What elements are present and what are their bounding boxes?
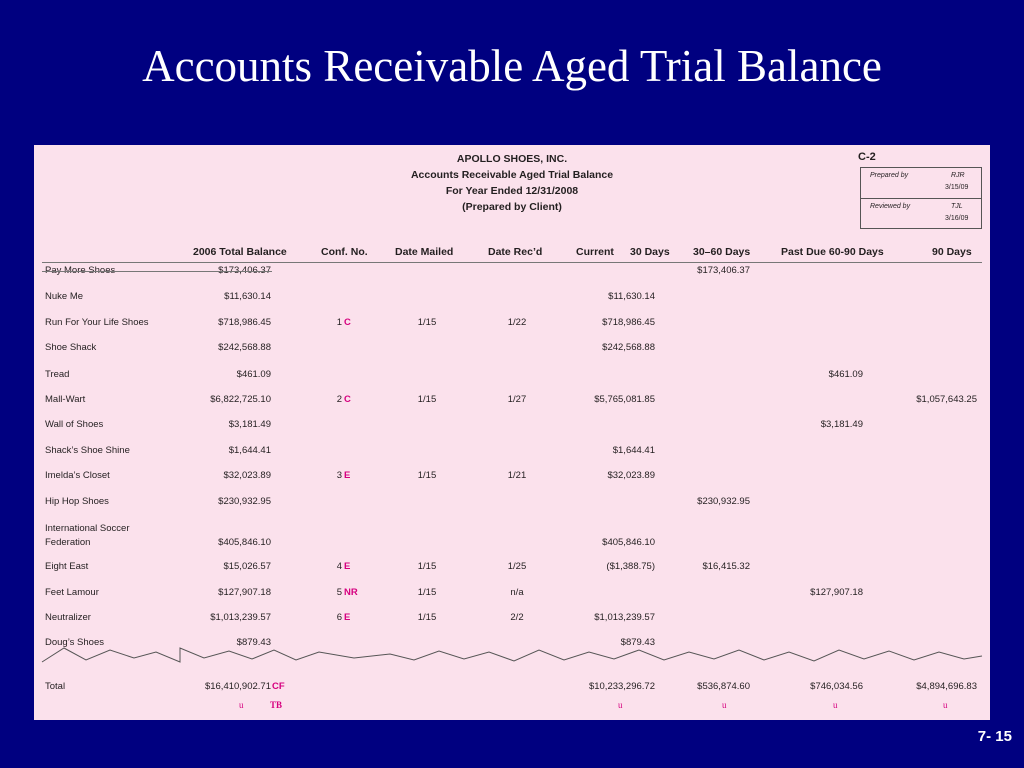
cell-balance: $173,406.37 (218, 265, 271, 276)
cell-current: $1,013,239.57 (594, 612, 655, 623)
cell-d3060: $230,932.95 (697, 496, 750, 507)
company-name: APOLLO SHOES, INC. (456, 153, 568, 165)
cell-balance: $242,568.88 (218, 342, 271, 353)
cell-current: $5,765,081.85 (594, 394, 655, 405)
total-label: Total (45, 681, 66, 692)
cell-received: 1/25 (507, 561, 527, 572)
header-rule (42, 262, 982, 263)
column-header-30-60-days: 30–60 Days (693, 246, 751, 258)
cell-current: $32,023.89 (607, 470, 655, 481)
cell-d6090: $3,181.49 (820, 419, 863, 430)
column-header-90-days: 90 Days (932, 246, 972, 258)
customer-name: Eight East (45, 561, 89, 572)
confirmation-code: E (344, 470, 351, 481)
cell-received: 1/27 (507, 394, 527, 405)
customer-name-line2: Federation (45, 537, 91, 548)
confirmation-code: E (344, 612, 351, 623)
customer-name: Hip Hop Shoes (45, 496, 109, 507)
column-header-30-days: 30 Days (630, 246, 670, 258)
customer-name: Shack’s Shoe Shine (45, 445, 130, 456)
reviewed-by-initials: TJL (951, 203, 963, 210)
customer-name: Shoe Shack (45, 342, 97, 353)
reviewed-date: 3/16/09 (945, 215, 969, 222)
column-header-date-received: Date Rec’d (488, 246, 543, 258)
column-header-current: Current (576, 246, 614, 258)
customer-name: Nuke Me (45, 291, 84, 302)
cell-current: $718,986.45 (602, 317, 655, 328)
tickmark-30-60-days: u (722, 700, 727, 710)
cell-received: 1/22 (507, 317, 527, 328)
confirmation-code: NR (344, 587, 358, 598)
cell-balance: $32,023.89 (223, 470, 271, 481)
report-period: For Year Ended 12/31/2008 (445, 185, 579, 197)
total-60-90-days: $746,034.56 (810, 681, 863, 692)
tickmark-60-90-days: u (833, 700, 838, 710)
cell-d3060: $16,415.32 (702, 561, 750, 572)
total-30-60-days: $536,874.60 (697, 681, 750, 692)
report-title: Accounts Receivable Aged Trial Balance (410, 169, 614, 181)
prepared-by-initials: RJR (951, 172, 965, 179)
cell-received: 1/21 (507, 470, 527, 481)
cell-mailed: 1/15 (417, 470, 437, 481)
slide-title: Accounts Receivable Aged Trial Balance (142, 41, 882, 91)
confirmation-code: E (344, 561, 351, 572)
workpaper (34, 145, 990, 720)
customer-name: Imelda’s Closet (45, 470, 110, 481)
customer-name: International Soccer (45, 523, 130, 534)
cell-current: $242,568.88 (602, 342, 655, 353)
column-header-conf: Conf. No. (321, 246, 368, 258)
cell-current: $11,630.14 (608, 291, 655, 302)
customer-name: Mall-Wart (45, 394, 86, 405)
customer-name: Wall of Shoes (45, 419, 104, 430)
cell-received: 2/2 (510, 612, 524, 623)
confirmation-number: 2 (336, 394, 342, 405)
cell-balance: $15,026.57 (223, 561, 271, 572)
total-current: $10,233,296.72 (588, 681, 655, 692)
cell-balance: $3,181.49 (228, 419, 271, 430)
total-90-days: $4,894,696.83 (916, 681, 977, 692)
prepared-by-label: Prepared by (870, 172, 909, 179)
cell-balance: $6,822,725.10 (210, 394, 271, 405)
confirmation-number: 5 (336, 587, 342, 598)
customer-name: Feet Lamour (45, 587, 99, 598)
confirmation-number: 4 (336, 561, 342, 572)
cell-balance: $230,932.95 (218, 496, 271, 507)
tickmark-balance: u (239, 700, 244, 710)
confirmation-number: 3 (336, 470, 342, 481)
cell-balance: $718,986.45 (218, 317, 271, 328)
customer-name: Neutralizer (45, 612, 91, 623)
cell-mailed: 1/15 (417, 317, 437, 328)
prepared-date: 3/15/09 (945, 184, 969, 191)
cell-balance: $879.43 (236, 637, 271, 648)
prepared-note: (Prepared by Client) (462, 201, 562, 213)
total-balance: $16,410,902.71 (204, 681, 271, 692)
confirmation-code: C (344, 317, 351, 328)
cell-current: $1,644.41 (612, 445, 655, 456)
cell-balance: $1,644.41 (228, 445, 271, 456)
first-row-rule (42, 271, 272, 272)
reviewed-by-label: Reviewed by (870, 203, 911, 210)
cell-balance: $11,630.14 (224, 291, 271, 302)
column-header-date-mailed: Date Mailed (395, 246, 454, 258)
cell-mailed: 1/15 (417, 561, 437, 572)
page-number: 7- 15 (977, 728, 1012, 745)
tickmark-trial-balance: TB (270, 700, 283, 710)
cell-d3060: $173,406.37 (697, 265, 750, 276)
total-balance-mark: CF (272, 681, 285, 692)
cell-mailed: 1/15 (417, 612, 437, 623)
customer-name: Run For Your Life Shoes (45, 317, 149, 328)
column-header-balance: 2006 Total Balance (193, 246, 287, 258)
cell-current: ($1,388.75) (606, 561, 655, 572)
cell-d6090: $461.09 (828, 369, 863, 380)
confirmation-number: 6 (336, 612, 342, 623)
cell-mailed: 1/15 (417, 394, 437, 405)
cell-d90: $1,057,643.25 (916, 394, 977, 405)
signoff-box (860, 167, 982, 229)
cell-balance: $405,846.10 (218, 537, 271, 548)
cell-received: n/a (510, 587, 524, 598)
customer-name: Tread (45, 369, 70, 380)
tickmark-90-days: u (943, 700, 948, 710)
torn-edge-divider (34, 642, 990, 666)
cell-d6090: $127,907.18 (810, 587, 863, 598)
customer-name: Doug’s Shoes (45, 637, 104, 648)
cell-balance: $1,013,239.57 (210, 612, 271, 623)
cell-balance: $127,907.18 (218, 587, 271, 598)
confirmation-number: 1 (336, 317, 342, 328)
cell-current: $879.43 (620, 637, 655, 648)
cell-mailed: 1/15 (417, 587, 437, 598)
customer-name: Pay More Shoes (45, 265, 116, 276)
confirmation-code: C (344, 394, 351, 405)
cell-current: $405,846.10 (602, 537, 655, 548)
cell-balance: $461.09 (236, 369, 271, 380)
tickmark-current: u (618, 700, 623, 710)
column-header-60-90-days: Past Due 60-90 Days (781, 246, 884, 258)
workpaper-reference: C-2 (858, 151, 876, 163)
